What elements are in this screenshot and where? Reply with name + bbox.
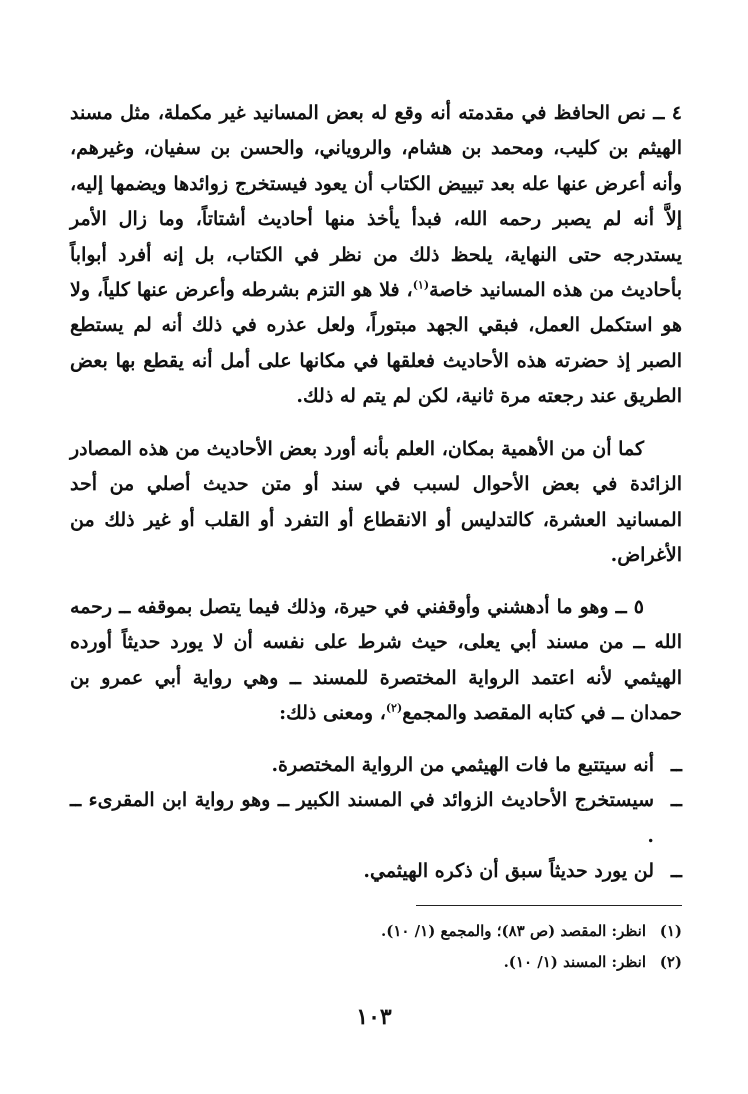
paragraph-text-part1: ٤ ــ نص الحافظ في مقدمته أنه وقع له بعض المسانيد غير مكملة، مثل مسند الهيثم بن كليب، ومحمد بن هشام، والروياني، والحسن بن سفيان، وغيرهم، وأنه أعرض عنها عله بعد تبييض الكتاب أن يعود فيستخرج زوائدها ويضمها إليه، إلاَّ أنه لم يصبر رحمه الله، فبدأ يأخذ منها أحاديث أشتاتاً، وما زال الأمر يستدرجه حتى النهاية، يلحظ ذلك من نظر في الكتاب، بل إنه أفرد أبواباً بأحاديث من هذه المسانيد خاصة: [70, 102, 682, 302]
bullet-list: [70, 748, 682, 890]
footnote-separator: [416, 905, 682, 906]
paragraph-text: [70, 96, 682, 415]
footnote: [70, 947, 682, 978]
footnote-ref-2: (٢): [385, 701, 403, 715]
footnote-number: (١): [659, 922, 682, 940]
footnote-ref-1: (١): [412, 278, 430, 292]
paragraph-text-part2: ، فلا هو التزم بشرطه وأعرض عنها كلياً، ولا هو استكمل العمل، فبقي الجهد مبتوراً، ولعل عذره في ذلك أنه لم يستطع الصبر إذ حضرته هذه الأحاديث فعلقها في مكانها على أمل أنه يقطع بها بعض الطريق عند رجعته مرة ثانية، لكن لم يتم له ذلك.: [70, 279, 682, 408]
bullet-text: أنه سيتتبع ما فات الهيثمي من الرواية المختصرة.: [271, 754, 654, 776]
page-number: ١٠٣: [356, 1004, 392, 1030]
bullet-text: سيستخرج الأحاديث الزوائد في المسند الكبير ــ وهو رواية ابن المقرىء ــ .: [70, 789, 654, 847]
footnote-text: انظر: المسند (١/ ١٠).: [503, 953, 646, 971]
bullet-dash: ــ: [670, 789, 682, 812]
footnote-text: انظر: المقصد (ص ٨٣)؛ والمجمع (١/ ١٠).: [381, 922, 646, 940]
paragraph-text-part2: ، ومعنى ذلك:: [279, 702, 386, 725]
footnote: [70, 916, 682, 947]
paragraph-importance: [70, 432, 682, 574]
bullet-text: لن يورد حديثاً سبق أن ذكره الهيثمي.: [363, 860, 654, 883]
paragraph-text: كما أن من الأهمية بمكان، العلم بأنه أورد بعض الأحاديث من هذه المصادر الزائدة في بعض الأحوال لسبب في سند أو متن حديث أصلي من أحد المسانيد العشرة، كالتدليس أو الانقطاع أو التفرد أو القلب أو غير ذلك من الأغراض.: [70, 438, 682, 567]
paragraph-point-5: [70, 590, 682, 732]
paragraph-point-4: [70, 96, 682, 415]
bullet-dash: ــ: [670, 860, 682, 883]
list-item: [70, 854, 682, 889]
bullet-dash: ــ: [670, 754, 682, 776]
list-item: [70, 748, 682, 783]
paragraph-text: [70, 590, 682, 732]
footnote-number: (٢): [659, 953, 682, 971]
list-item: [70, 783, 682, 854]
footnotes: [70, 916, 682, 978]
paragraph-text-part1: ٥ ــ وهو ما أدهشني وأوقفني في حيرة، وذلك فيما يتصل بموقفه ــ رحمه الله ــ من مسند أبي يعلى، حيث شرط على نفسه أن لا يورد حديثاً أورده الهيثمي لأنه اعتمد الرواية المختصرة للمسند ــ وهي رواية أبي عمرو بن حمدان ــ في كتابه المقصد والمجمع: [70, 596, 682, 725]
